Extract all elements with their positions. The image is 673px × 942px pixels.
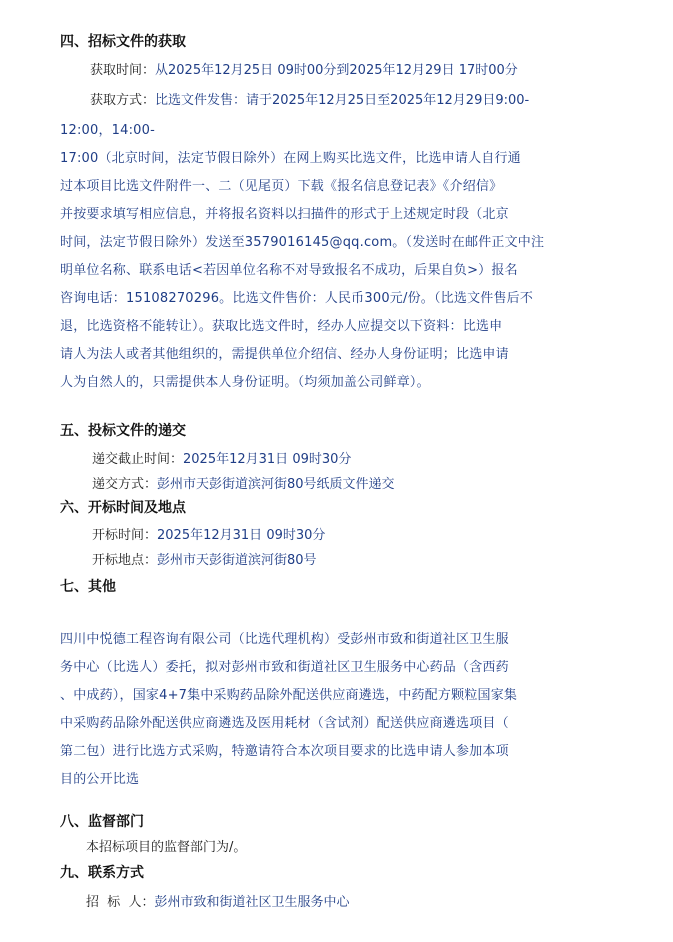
s6-time-label: 开标时间： xyxy=(92,528,158,543)
s4-method-row xyxy=(90,91,529,111)
s7-line: 第二包）进行比选方式采购，特邀请符合本次项目要求的比选申请人参加本项 xyxy=(60,744,509,759)
s7-line: 中采购药品除外配送供应商遴选及医用耗材（含试剂）配送供应商遴选项目（ xyxy=(60,716,509,731)
s6-time-row xyxy=(92,526,325,546)
s9-tenderer-value: 彭州市致和街道社区卫生服务中心 xyxy=(154,895,350,910)
s8-text: 本招标项目的监督部门为/。 xyxy=(86,840,247,855)
section-9-heading: 九、联系方式 xyxy=(60,865,144,881)
s7-line: 务中心（比选人）委托，拟对彭州市致和街道社区卫生服务中心药品（含西药 xyxy=(60,660,509,675)
s4-method-paragraph xyxy=(60,117,600,397)
s7-line: 、中成药），国家4+7集中采购药品除外配送供应商遴选，中药配方颗粒国家集 xyxy=(60,688,518,703)
s9-tenderer-label: 招 标 人： xyxy=(86,895,155,910)
section-7-heading: 七、其他 xyxy=(60,579,116,595)
s4-method-first: 比选文件发售：请于2025年12月25日至2025年12月29日9:00- xyxy=(155,93,530,108)
s6-place-row xyxy=(92,551,317,571)
s4-method-line: 并按要求填写相应信息，并将报名资料以扫描件的形式于上述规定时段（北京 xyxy=(60,207,509,222)
s6-place-label: 开标地点： xyxy=(92,553,158,568)
s4-method-line: 人为自然人的，只需提供本人身份证明。（均须加盖公司鲜章）。 xyxy=(60,375,430,390)
s4-time-value: 从2025年12月25日 09时00分到2025年12月29日 17时00分 xyxy=(155,63,518,78)
s4-time-row xyxy=(90,61,518,81)
s4-method-line: 明单位名称、联系电话<若因单位名称不对导致报名不成功，后果自负>）报名 xyxy=(60,263,518,278)
s5-method-row xyxy=(92,475,395,495)
s4-method-line: 12:00，14:00- xyxy=(60,123,156,138)
section-5-heading: 五、投标文件的递交 xyxy=(60,423,186,439)
section-8-heading: 八、监督部门 xyxy=(60,814,144,830)
s6-place-value: 彭州市天彭街道滨河街80号 xyxy=(157,553,317,568)
s4-method-label: 获取方式： xyxy=(90,93,156,108)
s4-method-line: 退，比选资格不能转让）。获取比选文件时，经办人应提交以下资料：比选申 xyxy=(60,319,503,334)
s7-line: 目的公开比选 xyxy=(60,772,140,787)
s5-deadline-row xyxy=(92,450,351,470)
s6-time-value: 2025年12月31日 09时30分 xyxy=(157,528,326,543)
s4-method-line: 17:00（北京时间，法定节假日除外）在网上购买比选文件，比选申请人自行通 xyxy=(60,151,521,166)
s7-line: 四川中悦德工程咨询有限公司（比选代理机构）受彭州市致和街道社区卫生服 xyxy=(60,632,509,647)
s7-paragraph xyxy=(60,626,600,794)
s5-method-value: 彭州市天彭街道滨河街80号纸质文件递交 xyxy=(157,477,395,492)
s5-deadline-label: 递交截止时间： xyxy=(92,452,184,467)
s4-method-line: 过本项目比选文件附件一、二（见尾页）下载《报名信息登记表》《介绍信》 xyxy=(60,179,503,194)
s5-method-label: 递交方式： xyxy=(92,477,158,492)
s4-method-line: 咨询电话：15108270296。比选文件售价：人民币300元/份。（比选文件售后不 xyxy=(60,291,534,306)
section-4-heading: 四、招标文件的获取 xyxy=(60,34,186,50)
s9-tenderer-row xyxy=(86,893,350,913)
s4-method-line: 请人为法人或者其他组织的，需提供单位介绍信、经办人身份证明；比选申请 xyxy=(60,347,509,362)
s4-time-label: 获取时间： xyxy=(90,63,156,78)
s5-deadline-value: 2025年12月31日 09时30分 xyxy=(183,452,352,467)
section-6-heading: 六、开标时间及地点 xyxy=(60,500,186,516)
s4-method-line: 时间，法定节假日除外）发送至3579016145@qq.com。（发送时在邮件正文中注 xyxy=(60,235,545,250)
